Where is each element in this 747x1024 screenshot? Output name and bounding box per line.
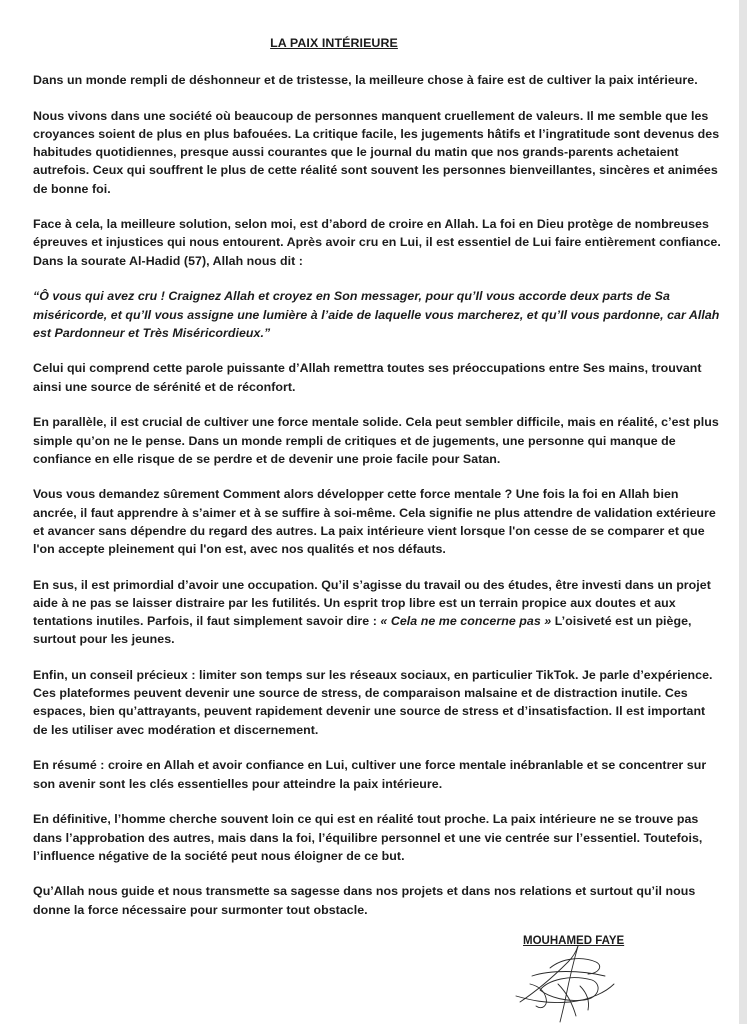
paragraph-summary: En résumé : croire en Allah et avoir confiance en Lui, cultiver une force mentale inébranlable et se concentrer sur son avenir sont les clés essentielles pour atteindre la paix intérieure. (33, 758, 707, 791)
paragraph-occupation (33, 576, 723, 649)
paragraph-mental-strength: En parallèle, il est crucial de cultiver une force mentale solide. Cela peut sembler difficile, mais en réalité, c’est plus simple qu’on ne le pense. Dans un monde rempli de critiques et de jugements, une personne qui manque de confiance en elle risque de se perdre et de devenir une proie facile pour Satan. (33, 415, 719, 466)
paragraph-intro: Dans un monde rempli de déshonneur et de tristesse, la meilleure chose à faire est de cultiver la paix intérieure. (33, 73, 698, 87)
occupation-italic-quote: « Cela ne me concerne pas » (380, 614, 552, 629)
document-title: LA PAIX INTÉRIEURE (270, 36, 398, 50)
occupation-text: En sus, il est primordial d’avoir une occupation. Qu’il s’agisse du travail ou des études, être investi dans un projet aide à ne pas se laisser distraire par les futilités. Un esprit trop libre est un terrain propice aux doutes et aux tentations inutiles. Parfois, il faut simplement savoir dire : (33, 577, 711, 629)
paragraph-quran-quote: “Ô vous qui avez cru ! Craignez Allah et croyez en Son messager, pour qu’Il vous accorde deux parts de Sa miséricorde, et qu’Il vous assigne une lumière à l’aide de laquelle vous marcherez, et qu’Il vous pardonne, car Allah est Pardonneur et Très Miséricordieux.” (33, 289, 720, 340)
paragraph-serenity: Celui qui comprend cette parole puissante d’Allah remettra toutes ses préoccupations entre Ses mains, trouvant ainsi une source de sérénité et de réconfort. (33, 361, 702, 394)
handwritten-signature (510, 940, 620, 1024)
paragraph-prayer: Qu’Allah nous guide et nous transmette sa sagesse dans nos projets et dans nos relations et surtout qu’il nous donne la force nécessaire pour surmonter tout obstacle. (33, 884, 696, 917)
page-edge (739, 0, 747, 1024)
paragraph-social-media: Enfin, un conseil précieux : limiter son temps sur les réseaux sociaux, en particulier TikTok. Je parle d’expérience. Ces plateformes peuvent devenir une source de stress, de comparaison malsaine et de distraction inutile. Ces espaces, bien qu’attrayants, peuvent rapidement devenir une source de stress et d’insatisfaction. Il est important de les utiliser avec modération et discernement. (33, 668, 713, 737)
occupation-text-end: L’oisiveté est un piège, surtout pour les jeunes. (33, 614, 692, 647)
paragraph-faith: Face à cela, la meilleure solution, selon moi, est d’abord de croire en Allah. La foi en Dieu protège de nombreuses épreuves et injustices qui nous entourent. Après avoir cru en Lui, il est essentiel de Lui faire entièrement confiance. Dans la sourate Al-Hadid (57), Allah nous dit : (33, 217, 721, 268)
author-name: MOUHAMED FAYE (523, 935, 625, 947)
paragraph-society: Nous vivons dans une société où beaucoup de personnes manquent cruellement de valeurs. Il me semble que les croyances soient de plus en plus bafouées. La critique facile, les jugements hâtifs et l’ingratitude sont devenus des habitudes quotidiennes, presque aussi courantes que le journal du matin que nos grands-parents achetaient autrefois. Ceux qui souffrent le plus de cette réalité sont souvent les personnes bienveillantes, sincères et animées de bonne foi. (33, 108, 720, 196)
paragraph-self-love: Vous vous demandez sûrement Comment alors développer cette force mentale ? Une fois la foi en Allah bien ancrée, il faut apprendre à s’aimer et à se suffire à soi-même. Cela signifie ne plus attendre de validation extérieure et avancer sans dépendre du regard des autres. La paix intérieure vient lorsque l'on cesse de se comparer et que l'on accepte pleinement qui l'on est, avec nos qualités et nos défauts. (33, 487, 716, 557)
document-body (33, 71, 723, 936)
paragraph-conclusion: En définitive, l’homme cherche souvent loin ce qui est en réalité tout proche. La paix intérieure ne se trouve pas dans l’approbation des autres, mais dans la foi, l’équilibre personnel et une vie centrée sur l’essentiel. Toutefois, l’influence négative de la société peut nous éloigner de ce but. (33, 812, 703, 863)
